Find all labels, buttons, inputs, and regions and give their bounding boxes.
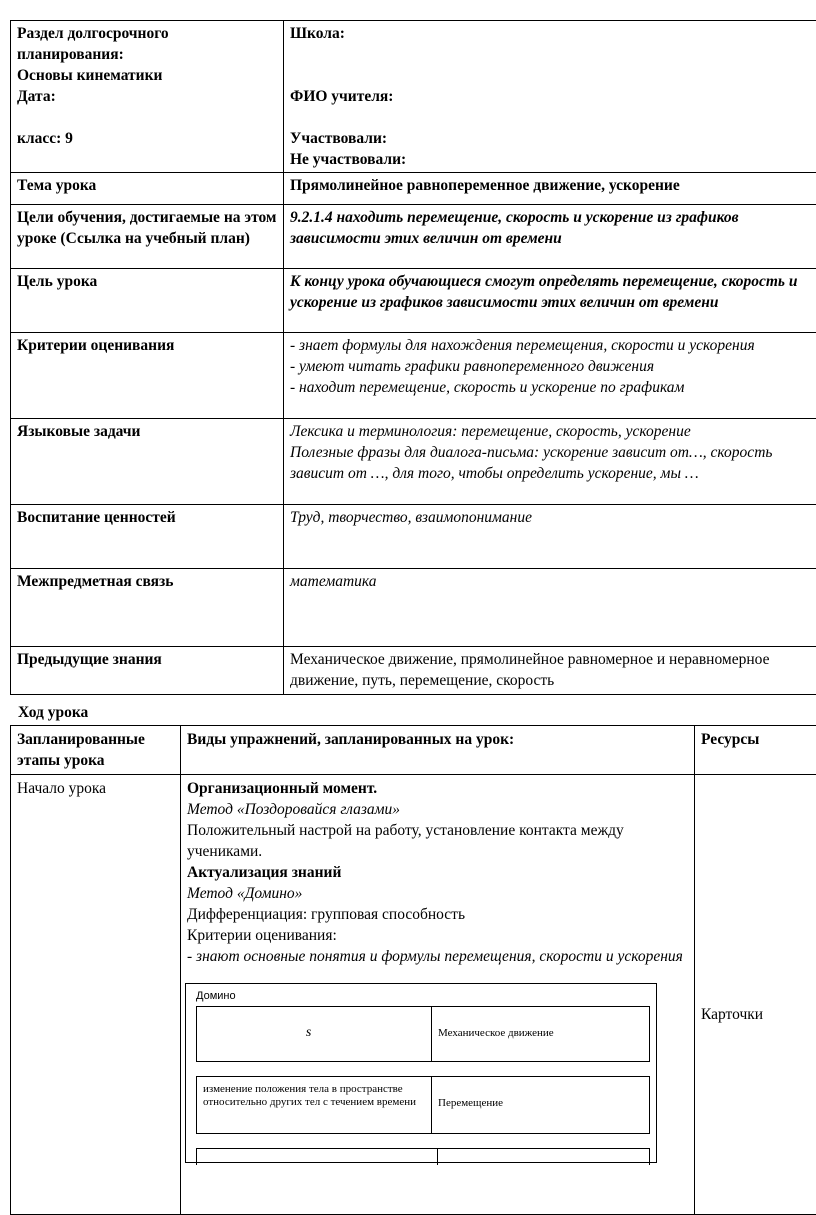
org-method: Метод «Поздоровайся глазами» — [187, 799, 688, 820]
cross-curricular-label: Межпредметная связь — [11, 569, 284, 647]
language-item: Полезные фразы для диалога-письма: ускорение зависит от…, скорость зависит от …, для того, чтобы определить ускорение, мы … — [290, 442, 816, 484]
objectives-value: 9.2.1.4 находить перемещение, скорость и ускорение из графиков зависимости этих величин от времени — [284, 205, 816, 269]
table-row — [11, 569, 816, 647]
table-row — [11, 647, 816, 695]
table-row — [11, 205, 816, 269]
stage-cell: Начало урока — [11, 775, 181, 1215]
table-row — [11, 173, 816, 205]
language-item: Лексика и терминология: перемещение, скорость, ускорение — [290, 421, 816, 442]
school-cell — [284, 21, 816, 173]
prior-knowledge-label: Предыдущие знания — [11, 647, 284, 695]
values-value: Труд, творчество, взаимопонимание — [284, 505, 816, 569]
criteria-item: - находит перемещение, скорость и ускорение по графикам — [290, 377, 816, 398]
class-label: класс: 9 — [17, 128, 277, 149]
domino-card-figure — [185, 983, 657, 1163]
activities-cell — [181, 775, 695, 1215]
domino-text: Перемещение — [438, 1097, 503, 1110]
table-row — [11, 21, 816, 173]
criteria-label: Критерии оценивания: — [187, 925, 688, 946]
section-cell — [11, 21, 284, 173]
spacer — [290, 65, 816, 86]
displacement-symbol: s⃗ — [197, 1022, 431, 1043]
domino-text: Механическое движение — [438, 1027, 554, 1040]
language-tasks-value — [284, 419, 816, 505]
criteria-text: знают основные понятия и формулы перемещения, скорости и ускорения — [196, 948, 683, 965]
domino-cell — [432, 1077, 649, 1133]
domino-card — [196, 1148, 650, 1165]
actualization-title: Актуализация знаний — [187, 862, 688, 883]
school-label: Школа: — [290, 23, 816, 44]
absent-label: Не участвовали: — [290, 149, 816, 170]
column-header: Запланированные этапы урока — [11, 726, 181, 775]
lesson-goal-label: Цель урока — [11, 269, 284, 333]
topic-label: Тема урока — [11, 173, 284, 205]
lesson-progress-title: Ход урока — [18, 704, 88, 722]
lesson-progress-table — [10, 725, 816, 1215]
criteria-line — [187, 946, 688, 967]
org-moment-title: Организационный момент. — [187, 778, 688, 799]
column-header: Виды упражнений, запланированных на урок: — [181, 726, 695, 775]
column-header: Ресурсы — [695, 726, 816, 775]
spacer — [17, 107, 277, 128]
spacer — [290, 44, 816, 65]
topic-value: Прямолинейное равнопеременное движение, ускорение — [284, 173, 816, 205]
domino-text: изменение положения тела в пространстве относительно других тел с течением времени — [203, 1083, 423, 1109]
language-tasks-label: Языковые задачи — [11, 419, 284, 505]
org-text: Положительный настрой на работу, установление контакта между учениками. — [187, 820, 688, 862]
domino-cell — [432, 1007, 649, 1061]
cross-curricular-value: математика — [284, 569, 816, 647]
table-row — [11, 505, 816, 569]
values-label: Воспитание ценностей — [11, 505, 284, 569]
table-row — [11, 333, 816, 419]
objectives-label: Цели обучения, достигаемые на этом уроке (Ссылка на учебный план) — [11, 205, 284, 269]
lesson-goal-value: К концу урока обучающиеся смогут определять перемещение, скорость и ускорение из графиков зависимости этих величин от времени — [284, 269, 816, 333]
spacer — [290, 107, 816, 128]
actualization-method: Метод «Домино» — [187, 883, 688, 904]
differentiation-text: Дифференциация: групповая способность — [187, 904, 688, 925]
domino-card — [196, 1006, 650, 1062]
domino-cell — [197, 1007, 432, 1061]
table-header-row — [11, 726, 816, 775]
domino-cell — [197, 1077, 432, 1133]
domino-cell — [438, 1149, 649, 1165]
criteria-item: - знает формулы для нахождения перемещения, скорости и ускорения — [290, 335, 816, 356]
domino-label: Домино — [196, 986, 236, 1007]
domino-card — [196, 1076, 650, 1134]
resource-value: Карточки — [701, 1004, 816, 1025]
table-row — [11, 419, 816, 505]
domino-cell — [197, 1149, 438, 1165]
resources-cell — [695, 775, 816, 1215]
criteria-label: Критерии оценивания — [11, 333, 284, 419]
section-label: Раздел долгосрочного планирования: — [17, 23, 277, 65]
date-label: Дата: — [17, 86, 277, 107]
criteria-value — [284, 333, 816, 419]
lesson-plan-header-table — [10, 20, 816, 695]
prior-knowledge-value: Механическое движение, прямолинейное равномерное и неравномерное движение, путь, перемещение, скорость — [284, 647, 816, 695]
dash: - — [187, 948, 196, 965]
attended-label: Участвовали: — [290, 128, 816, 149]
criteria-item: - умеют читать графики равнопеременного движения — [290, 356, 816, 377]
teacher-label: ФИО учителя: — [290, 86, 816, 107]
section-value: Основы кинематики — [17, 65, 277, 86]
table-row — [11, 269, 816, 333]
table-row — [11, 775, 816, 1215]
